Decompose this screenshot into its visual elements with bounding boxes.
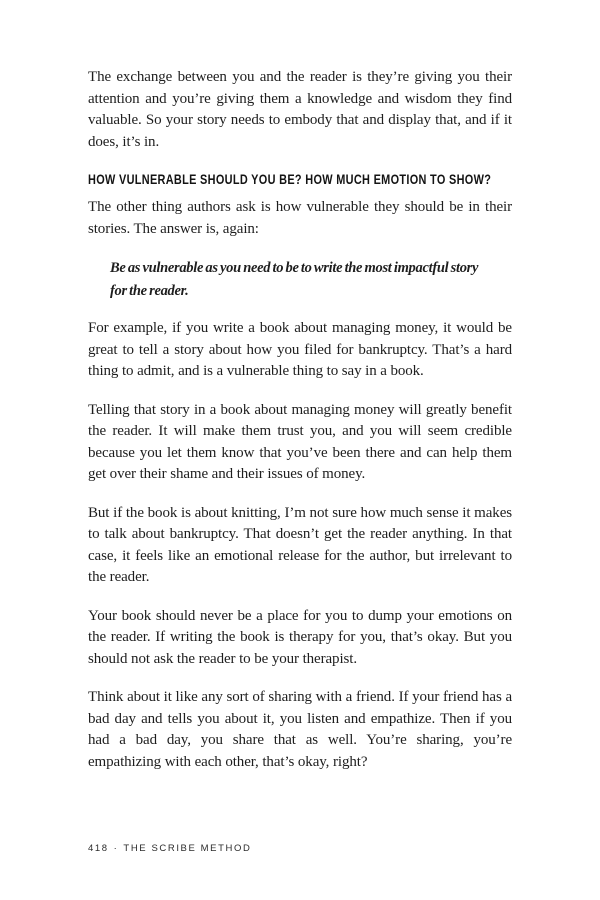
pull-quote xyxy=(110,257,512,302)
footer-separator: · xyxy=(113,843,119,854)
book-title: THE SCRIBE METHOD xyxy=(123,843,252,854)
body-paragraph: The other thing authors ask is how vulnerable they should be in their stories. The answer is, again: xyxy=(88,199,512,237)
body-paragraph: For example, if you write a book about managing money, it would be great to tell a story about how you filed for bankruptcy. That’s a hard thing to admit, and is a vulnerable thing to say in a book. xyxy=(88,320,512,379)
body-paragraph: But if the book is about knitting, I’m not sure how much sense it makes to talk about bankruptcy. That doesn’t get the reader anything. In that case, it feels like an emotional release for the author, but irrelevant to the reader. xyxy=(88,504,512,585)
body-paragraph: The exchange between you and the reader is they’re giving you their attention and you’re giving them a knowledge and wisdom they find valuable. So your story needs to embody that and display that, and if it does, it’s in. xyxy=(88,69,512,150)
page-footer xyxy=(88,843,251,854)
page-number: 418 xyxy=(88,843,109,854)
section-heading: HOW VULNERABLE SHOULD YOU BE? HOW MUCH EMOTION TO SHOW? xyxy=(88,171,492,187)
pull-quote-line: for the reader. xyxy=(110,282,189,299)
body-paragraph: Your book should never be a place for you to dump your emotions on the reader. If writing the book is therapy for you, that’s okay. But you should not ask the reader to be your therapist. xyxy=(88,607,512,667)
body-paragraph: Think about it like any sort of sharing with a friend. If your friend has a bad day and tells you about it, you listen and empathize. Then if you had a bad day, you share that as well. You’re sharing, you’re empathizing with each other, that’s okay, right? xyxy=(88,689,512,770)
pull-quote-line: Be as vulnerable as you need to be to write the most impactful story xyxy=(110,260,479,276)
body-paragraph: Telling that story in a book about managing money will greatly benefit the reader. It will make them trust you, and you will seem credible because you let them know that you’ve been there and can help them get over their shame and their issues of money. xyxy=(88,401,512,482)
